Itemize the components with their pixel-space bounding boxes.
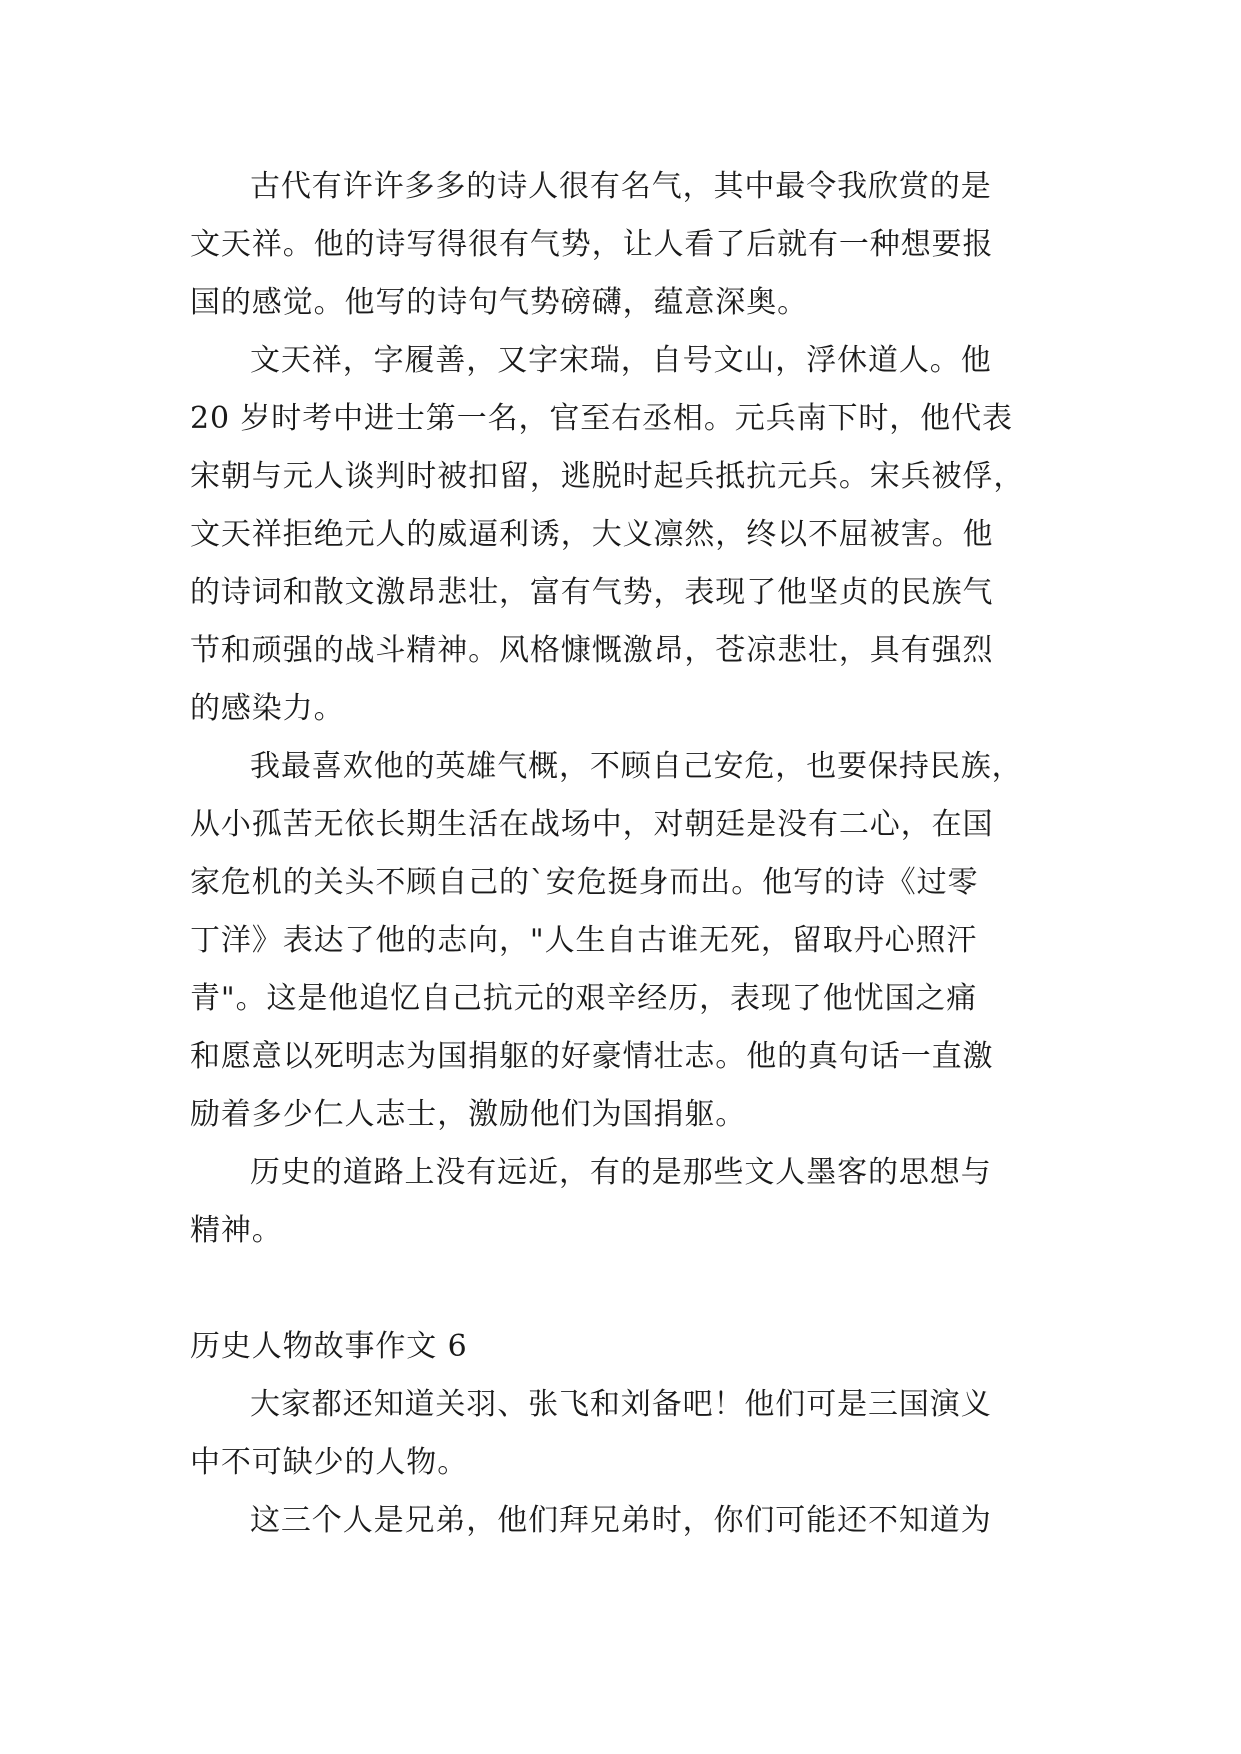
section-title: 历史人物故事作文 6 xyxy=(190,1329,468,1364)
paragraph-heroic-spirit: 我最喜欢他的英雄气概，不顾自己安危，也要保持民族， 从小孤苦无依长期生活在战场中，对朝廷是没有二心，在国 家危机的关头不顾自己的`安危挺身而出。他写的诗《过零 丁洋》表达了他的志向，"人生自古谁无死，留取丹心照汗 青"。这是他追忆自己抗元的艰辛经历，表现了他忧国之痛 和愿意以死明志为国捐躯的好豪情壮志。他的真句话一直激 励着多少仁人志士，激励他们为国捐躯。 xyxy=(190,749,1023,1132)
paragraph-three-kingdoms-intro: 大家都还知道关羽、张飞和刘备吧！他们可是三国演义 中不可缺少的人物。 xyxy=(190,1387,992,1480)
section-spacer xyxy=(190,1260,1052,1318)
paragraph-history-conclusion: 历史的道路上没有远近，有的是那些文人墨客的思想与 精神。 xyxy=(190,1155,992,1248)
paragraph-sworn-brothers: 这三个人是兄弟，他们拜兄弟时，你们可能还不知道为 xyxy=(250,1503,992,1538)
paragraph-wen-tianxiang-biography: 文天祥，字履善，又字宋瑞，自号文山，浮休道人。他 20 岁时考中进士第一名，官至右丞相。元兵南下时，他代表 宋朝与元人谈判时被扣留，逃脱时起兵抵抗元兵。宋兵被俘， 文天祥拒绝元人的威逼利诱，大义凛然，终以不屈被害。他 的诗词和散文激昂悲壮，富有气势，表现了他坚贞的民族气 节和顽强的战斗精神。风格慷慨激昂，苍凉悲壮，具有强烈 的感染力。 xyxy=(190,343,1025,726)
paragraph-wen-tianxiang-intro: 古代有许许多多的诗人很有名气，其中最令我欣赏的是 文天祥。他的诗写得很有气势，让人看了后就有一种想要报 国的感觉。他写的诗句气势磅礴，蕴意深奥。 xyxy=(190,169,994,320)
document-body xyxy=(190,158,1052,1550)
